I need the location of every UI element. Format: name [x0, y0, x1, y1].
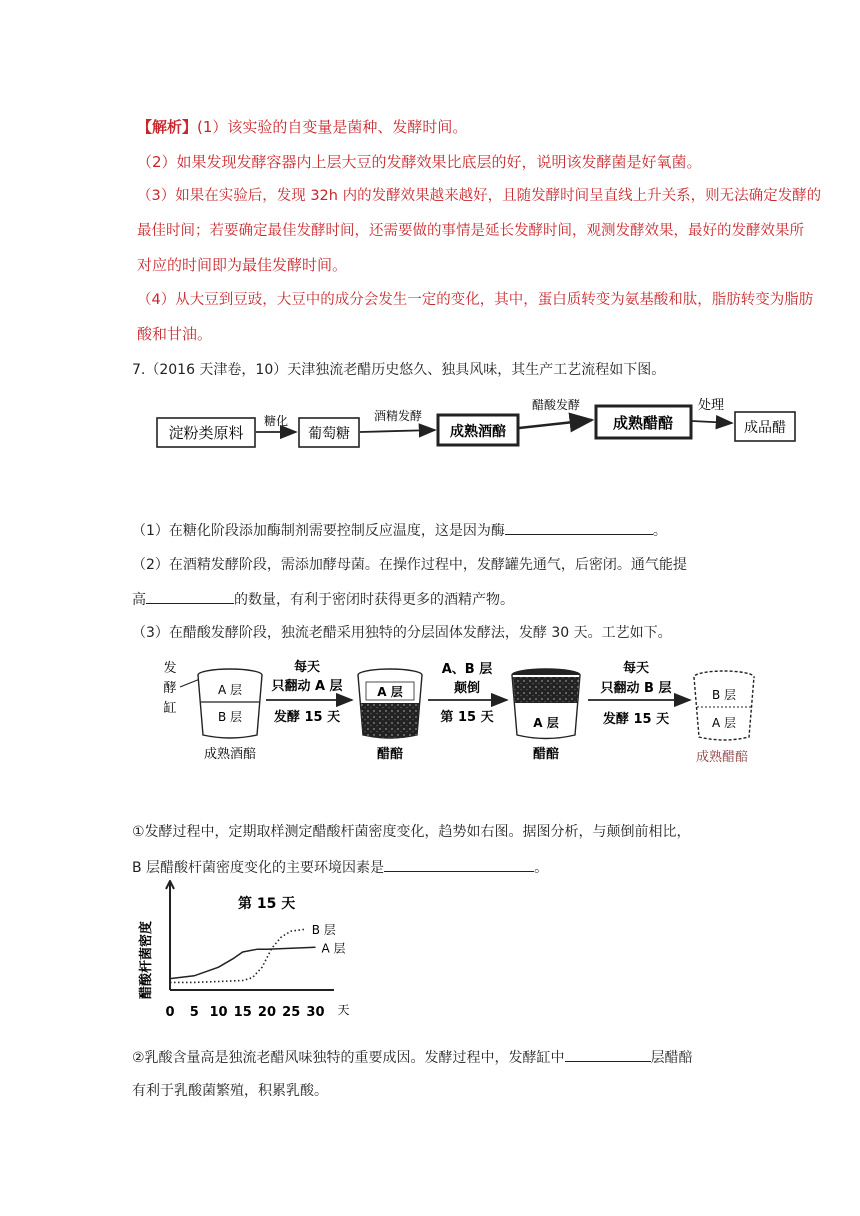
- answer-blank-2[interactable]: [146, 589, 234, 604]
- jar2-caption: 醋醅: [376, 747, 404, 762]
- question-3-1b: B 层醋酸杆菌密度变化的主要环境因素是 。: [132, 857, 548, 878]
- chart-x-axis-label: 天: [337, 1003, 350, 1017]
- chart-x-tick-5: 25: [282, 1005, 301, 1020]
- flow-arrow-process: 处理: [697, 398, 725, 413]
- step2-line1: A、B 层: [441, 662, 493, 677]
- vat-label-3: 缸: [163, 701, 177, 716]
- question-3-1a: ①发酵过程中，定期取样测定醋酸杆菌密度变化，趋势如右图。据图分析，与颠倒前相比，: [132, 824, 691, 840]
- vat-label-1: 发: [163, 661, 177, 676]
- step3-line3: 发酵 15 天: [602, 712, 670, 727]
- flow-box-product-label: 成品醋: [744, 420, 786, 436]
- chart-x-tick-3: 15: [233, 1005, 252, 1020]
- chart-x-tick-1: 5: [189, 1005, 199, 1020]
- analysis-line-2: （2）如果发现发酵容器内上层大豆的发酵效果比底层的好，说明该发酵菌是好氧菌。: [137, 153, 702, 171]
- analysis-tag: 【解析】: [137, 118, 198, 136]
- flow-box-glucose-label: 葡萄糖: [308, 426, 350, 442]
- flow-box-wine-mash-label: 成熟酒醅: [450, 424, 506, 440]
- analysis-line-3c: 对应的时间即为最佳发酵时间。: [137, 256, 348, 274]
- analysis-line-1: 【解析】(1）该实验的自变量是菌种、发酵时间。: [137, 118, 468, 136]
- bacteria-density-chart: [128, 880, 368, 1030]
- layered-fermentation-diagram: [0, 655, 860, 775]
- question-3-2a: ②乳酸含量高是独流老醋风味独特的重要成因。发酵过程中，发酵缸中 层醋醅: [132, 1047, 693, 1068]
- jar-mature-vinegar-mash: [694, 671, 754, 740]
- analysis-line-3a: （3）如果在实验后，发现 32h 内的发酵效果越来越好，且随发酵时间呈直线上升关系，则无法确定发酵的: [137, 188, 822, 204]
- chart-series-line-a: [170, 947, 316, 978]
- chart-x-tick-2: 10: [209, 1005, 228, 1020]
- jar4-layer-a: A 层: [711, 716, 737, 730]
- question-3: （3）在醋酸发酵阶段，独流老醋采用独特的分层固体发酵法，发酵 30 天。工艺如下。: [132, 625, 672, 641]
- chart-x-tick-0: 0: [165, 1005, 175, 1020]
- question-stem: 7.（2016 天津卷，10）天津独流老醋历史悠久、独具风味，其生产工艺流程如下图。: [132, 362, 666, 378]
- question-2a: （2）在酒精发酵阶段，需添加酵母菌。在操作过程中，发酵罐先通气，后密闭。通气能提: [132, 557, 687, 573]
- analysis-line-4b: 酸和甘油。: [137, 325, 213, 343]
- step2-line2: 颠倒: [453, 681, 481, 696]
- jar1-caption: 成熟酒醅: [203, 747, 257, 762]
- analysis-line-4a: （4）从大豆到豆豉，大豆中的成分会发生一定的变化，其中，蛋白质转变为氨基酸和肽，脂肪转变为脂肪: [137, 292, 814, 308]
- flow-box-vinegar-mash-label: 成熟醋醅: [612, 414, 674, 432]
- jar3-layer-a: A 层: [533, 716, 559, 730]
- jar-vinegar-mash-1: [358, 669, 422, 738]
- chart-x-tick-6: 30: [306, 1005, 325, 1020]
- answer-blank-3[interactable]: [384, 857, 534, 872]
- jar2-layer-a: A 层: [377, 685, 403, 699]
- question-1: （1）在糖化阶段添加酶制剂需要控制反应温度，这是因为酶 。: [132, 520, 667, 541]
- jar1-layer-a: A 层: [217, 683, 243, 697]
- process-flow-diagram: [0, 385, 860, 485]
- chart-title: 第 15 天: [238, 896, 296, 912]
- jar3-caption: 醋醅: [532, 747, 560, 762]
- step1-line2: 只翻动 A 层: [271, 679, 343, 694]
- analysis-line-3b: 最佳时间；若要确定最佳发酵时间，还需要做的事情是延长发酵时间，观测发酵效果，最好的发酵效果所: [137, 223, 804, 239]
- vat-label-2: 酵: [163, 681, 177, 696]
- answer-blank-1[interactable]: [505, 520, 653, 535]
- jar4-caption: 成熟醋醅: [695, 750, 749, 765]
- chart-series-label-a: A 层: [321, 941, 346, 956]
- step3-line2: 只翻动 B 层: [600, 681, 672, 696]
- jar-wine-mash: [198, 669, 262, 738]
- flow-arrow-saccharify: 糖化: [263, 414, 289, 428]
- step1-line1: 每天: [293, 660, 321, 675]
- jar4-layer-b: B 层: [711, 688, 737, 702]
- flow-arrow-alcohol: 酒精发酵: [373, 409, 423, 423]
- answer-blank-4[interactable]: [565, 1047, 651, 1062]
- flow-box-starch-label: 淀粉类原料: [168, 424, 244, 442]
- step1-line3: 发酵 15 天: [273, 710, 341, 725]
- chart-series-label-b: B 层: [311, 923, 336, 938]
- jar1-layer-b: B 层: [217, 710, 243, 724]
- question-3-2b: 有利于乳酸菌繁殖，积累乳酸。: [132, 1083, 328, 1099]
- chart-x-tick-4: 20: [257, 1005, 277, 1020]
- step3-line1: 每天: [622, 661, 650, 676]
- question-2b: 高 的数量，有利于密闭时获得更多的酒精产物。: [132, 589, 514, 610]
- chart-y-axis-label: 醋酸杆菌密度: [139, 920, 154, 1000]
- flow-arrow-acetic: 醋酸发酵: [531, 398, 581, 412]
- step2-line3: 第 15 天: [440, 710, 494, 725]
- jar-vinegar-mash-2: [512, 669, 580, 739]
